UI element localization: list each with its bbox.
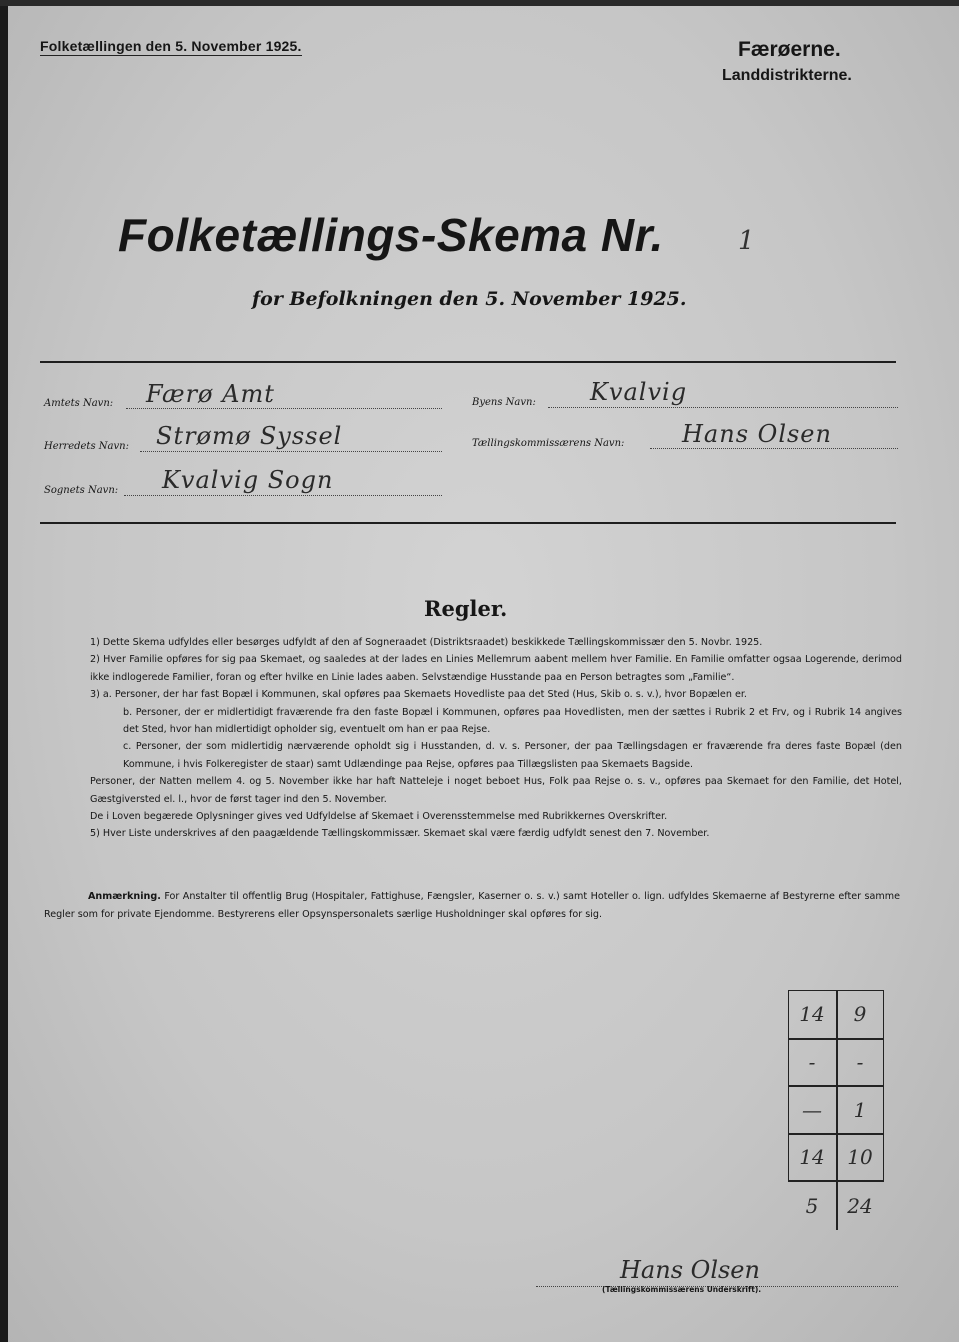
scan-edge-top <box>0 0 959 6</box>
tally-cell: — <box>802 1098 822 1122</box>
signature-handwriting: Hans Olsen <box>620 1256 760 1284</box>
field-line-sogn <box>124 495 442 496</box>
form-subtitle: for Befolkningen den 5. November 1925. <box>252 288 687 310</box>
rules-title: Regler. <box>424 596 508 621</box>
form-title: Folketællings-Skema Nr. <box>118 209 664 261</box>
form-number: 1 <box>738 226 755 256</box>
field-label-kommissaer: Tællingskommissærens Navn: <box>472 438 625 449</box>
field-value-kommissaer: Hans Olsen <box>682 420 832 448</box>
scan-edge-left <box>0 0 8 1342</box>
tally-cell: - <box>856 1050 864 1074</box>
tally-cell: 14 <box>799 1145 825 1169</box>
rule-item: 2) Hver Familie opføres for sig paa Skemaet, og saaledes at der lades en Linies Mellemrum aabent mellem hver Familie. En Familie omfatter ogsaa Logerende, derimod ikke indlogerede Familier, foran og efter hvilke en Linie lades aaben. Selvstændige Husstande paa en Person betragtes som „Familie“. <box>90 654 902 683</box>
field-line-by <box>548 407 898 408</box>
tally-cell: 5 <box>805 1194 819 1218</box>
bottom-divider <box>40 522 896 524</box>
field-label-amt: Amtets Navn: <box>44 398 114 409</box>
tally-cell: 9 <box>853 1002 867 1026</box>
field-label-by: Byens Navn: <box>472 397 536 408</box>
top-divider <box>40 361 896 363</box>
field-line-herred <box>140 451 442 452</box>
signature-caption: (Tællingskommissærens Underskrift). <box>602 1285 762 1294</box>
region-header: Færøerne. <box>738 38 841 61</box>
annotation-text: For Anstalter til offentlig Brug (Hospitaler, Fattighuse, Fængsler, Kaserner o. s. v.) samt Hoteller o. lign. udfyldes Skemaerne af Bestyrerne efter samme Regler som for private Ejendomme. Bestyrerens eller Opsynspersonalets særlige Husholdninger skal opføres for sig. <box>44 891 900 920</box>
annotation-note <box>44 888 900 924</box>
rules-list <box>40 634 902 843</box>
field-value-herred: Strømø Syssel <box>156 422 343 450</box>
rule-item: b. Personer, der er midlertidigt fraværende fra den faste Bopæl i Kommunen, opføres paa Hovedlisten, men der sættes i Rubrik 2 et Frv, og i Rubrik 14 angives det Sted, hvor han midlertidigt opholder sig, eventuelt om han er paa Rejse. <box>123 706 902 736</box>
field-value-amt: Færø Amt <box>146 380 275 408</box>
rule-item: 1) Dette Skema udfyldes eller besørges udfyldt af den af Sogneraadet (Distriktsraadet) beskikkede Tællingskommissær den 5. Novbr. 1925. <box>90 637 763 648</box>
rule-item: De i Loven begærede Oplysninger gives ved Udfyldelse af Skemaet i Overensstemmelse med Rubrikkernes Overskrifter. <box>90 811 668 823</box>
field-label-sogn: Sognets Navn: <box>44 485 119 496</box>
field-value-by: Kvalvig <box>590 378 688 406</box>
tally-cell: 1 <box>853 1098 867 1122</box>
tally-box <box>788 990 884 1230</box>
rule-item: 3) a. Personer, der har fast Bopæl i Kommunen, skal opføres paa Skemaets Hovedliste paa det Sted (Hus, Skib o. s. v.), hvor Bopælen er. <box>90 689 747 701</box>
annotation-lead: Anmærkning. <box>88 891 161 902</box>
census-date-header: Folketællingen den 5. November 1925. <box>40 38 302 54</box>
tally-cell: 10 <box>847 1145 873 1169</box>
rule-item: Personer, der Natten mellem 4. og 5. November ikke har haft Natteleje i noget beboet Hus, Folk paa Rejse o. s. v., opføres paa Skemaet for den Familie, det Hotel, Gæstgiversted el. l., hvor de først tager ind den 5. November. <box>90 776 902 805</box>
tally-cell: 24 <box>847 1194 873 1218</box>
tally-cell: - <box>808 1050 816 1074</box>
field-label-herred: Herredets Navn: <box>44 441 129 452</box>
field-line-kommissaer <box>650 448 898 449</box>
rule-item: c. Personer, der som midlertidig nærværende opholdt sig i Husstanden, d. v. s. Personer, der paa Tællingsdagen er fraværende fra deres faste Bopæl (den Kommune, i hvis Folkeregister de staar) samt Udlændinge paa Rejse, opføres paa Tillægslisten paa Skemaets Bagside. <box>123 741 902 770</box>
district-header: Landdistrikterne. <box>722 67 852 84</box>
field-value-sogn: Kvalvig Sogn <box>162 466 334 494</box>
rule-item: 5) Hver Liste underskrives af den paagældende Tællingskommissær. Skemaet skal være færdig udfyldt senest den 7. November. <box>90 828 710 840</box>
tally-cell: 14 <box>799 1002 825 1026</box>
field-line-amt <box>126 408 442 409</box>
